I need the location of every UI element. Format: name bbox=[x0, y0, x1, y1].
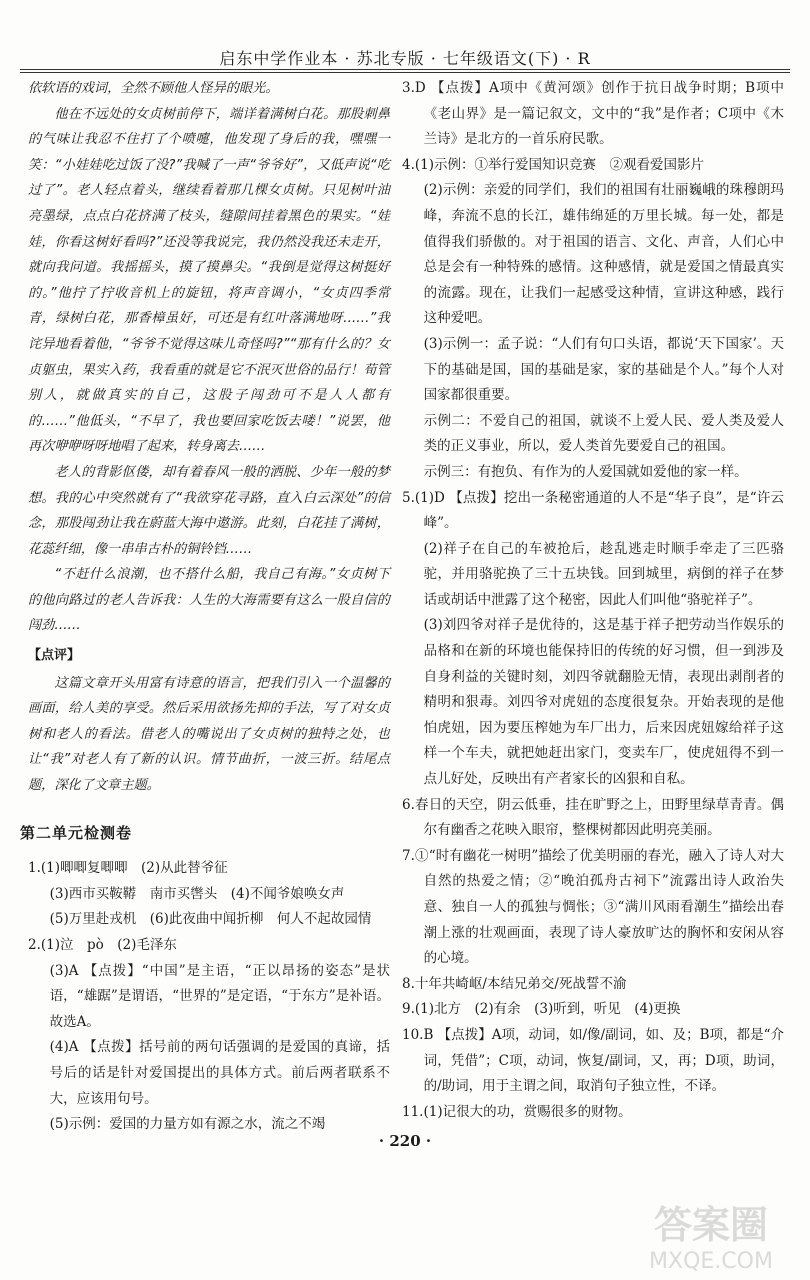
answer-item: 7.①“时有幽花一树明”描绘了优美明丽的春光，融入了诗人对大自然的热爱之情；②“晚泊孤舟古祠下”流露出诗人政治失意、独自一人的孤独与惆怅；③“满川风雨看潮生”描绘出春潮上涨的壮观画面，表现了诗人豪放旷达的胸怀和安闲从容的心境。 bbox=[402, 847, 784, 967]
answer-item: 2.(1)泣 pò (2)毛泽东 bbox=[28, 937, 177, 953]
watermark-line1: 答案圈 bbox=[653, 1203, 769, 1247]
answer-item: (4)A 【点拨】括号前的两句话强调的是爱国的真谛，括号后的话是针对爱国提出的具体方式。前后两者联系不大，应该用句号。 bbox=[49, 1039, 390, 1107]
answer-item: (5)万里赴戎机 (6)此夜曲中闻折柳 何人不起故园情 bbox=[49, 911, 372, 928]
comment-text: 这篇文章开头用富有诗意的语言，把我们引入一个温馨的画面，给人美的享受。然后采用欲扬先抑的手法，写了对女贞树和老人的看法。借老人的嘴说出了女贞树的独特之处，也让“我”对老人有了新的认识。情节曲折，一波三折。结尾点题，深化了文章主题。 bbox=[28, 675, 390, 794]
right-column bbox=[402, 76, 784, 1125]
answer-item: 1.(1)唧唧复唧唧 (2)从此替爷征 bbox=[28, 860, 228, 877]
answer-item: 示例二：不爱自己的祖国，就谈不上爱人民、爱人类及爱人类的正义事业，所以，爱人类首先要爱自己的祖国。 bbox=[423, 412, 784, 455]
left-column bbox=[20, 76, 390, 1138]
answer-item: 示例三：有抱负、有作为的人爱国就如爱他的家一样。 bbox=[423, 463, 748, 480]
answer-item: 3.D 【点拨】A项中《黄河颂》创作于抗日战争时期；B项中《老山界》是一篇记叙文，文中的“我”是作者；C项中《木兰诗》是北方的一首乐府民歌。 bbox=[402, 80, 784, 148]
page-number: · 220 · bbox=[378, 1132, 432, 1150]
story-paragraph: “不赶什么浪潮，也不搭什么船，我自己有海。”女贞树下的他向路过的老人告诉我：人生的大海需要有这么一股自信的闯劲…… bbox=[28, 567, 390, 634]
answer-item: 5.(1)D 【点拨】挖出一条秘密通道的人不是“华子良”，是“许云峰”。 bbox=[402, 489, 784, 532]
answer-item: (3)西市买鞍鞯 南市买辔头 (4)不闻爷娘唤女声 bbox=[49, 885, 345, 902]
answer-item: (2)示例：亲爱的同学们，我们的祖国有壮丽巍峨的珠穆朗玛峰，奔流不息的长江，雄伟绵延的万里长城。每一处，都是值得我们骄傲的。对于祖国的语言、文化、声音，人们心中总是会有一种特殊的感情。这种感情，就是爱国之情最真实的流露。现在，让我们一起感受这种情，宣讲这种感，践行这种爱吧。 bbox=[423, 182, 784, 327]
answer-item: 10.B 【点拨】A项，动词，如/像/副词，如、及；B项，都是“介词，凭借”；C项，动词，恢复/副词，又，再；D项，助词，的/助词，用于主谓之间，取消句子独立性，不译。 bbox=[402, 1026, 784, 1095]
answer-item: 9.(1)北方 (2)有余 (3)听到，听见 (4)更换 bbox=[402, 1001, 681, 1018]
watermark-line2: MXQE.COM bbox=[649, 1249, 773, 1274]
running-header bbox=[20, 32, 790, 73]
answer-item: (2)祥子在自己的车被抢后，趁乱逃走时顺手牵走了三匹骆驼，并用骆驼换了三十五块钱。回到城里，病倒的祥子在梦话或胡话中泄露了这个秘密，因此人们叫他“骆驼祥子”。 bbox=[423, 540, 784, 608]
answer-item: 11.(1)记很大的功，赏赐很多的财物。 bbox=[402, 1103, 632, 1120]
answer-item: 8.十年共崎岖/本结兄弟交/死战誓不渝 bbox=[402, 975, 627, 992]
story-paragraph: 依软语的戏词，全然不顾他人怪异的眼光。 bbox=[28, 81, 279, 96]
watermark-logo bbox=[626, 1196, 796, 1276]
answer-item: (3)A 【点拨】“中国”是主语，“正以昂扬的姿态”是状语，“雄踞”是谓语，“世界的”是定语，“于东方”是补语。故选A。 bbox=[49, 962, 390, 1030]
story-paragraph: 老人的背影伛偻，却有着春风一般的洒脱、少年一般的梦想。我的心中突然就有了“我欲穿花寻路，直入白云深处”的信念，那股闯劲让我在蔚蓝大海中遨游。此刻，白花挂了满树，花蕊纤细，像一串串古朴的铜铃铛…… bbox=[28, 464, 390, 557]
answer-item: (3)刘四爷对祥子是优待的，这是基于祥子把劳动当作娱乐的品格和在新的环境也能保持旧的传统的好习惯，但一到涉及自身利益的关键时刻，刘四爷就翻脸无情，表现出剥削者的精明和狠毒。刘四爷对虎妞的态度很复杂。开始表现的是他怕虎妞，因为要压榨她为车厂出力，后来因虎妞嫁给祥子这样一个车夫，就把她赶出家门，变卖车厂，使虎妞得不到一点儿好处，反映出有产者家长的凶狠和自私。 bbox=[423, 617, 784, 788]
answer-list-right bbox=[402, 76, 784, 1125]
story-paragraph: 他在不远处的女贞树前停下，端详着满树白花。那股刺鼻的气味让我忍不住打了个喷嚏，他发现了身后的我，嘿嘿一笑：“小娃娃吃过饭了没?”我喊了一声“爷爷好”，又低声说“吃过了”。老人轻点着头，继续看着那几棵女贞树。只见树叶油亮墨绿，点点白花挤满了枝头，缝隙间挂着黑色的果实。“娃娃，你看这树好看吗?”还没等我说完，我仍然没我还未走开，就向我问道。我摇摇头，摸了摸鼻尖。“我倒是觉得这树挺好的。”他拧了拧收音机上的旋钮，将声音调小，“女贞四季常青，绿树白花，那香樟虽好，可还是有红叶落满地呀……”我诧异地看着他，“爷爷不觉得这味儿奇怪吗?”“那有什么的？女贞躯虫，果实入药，我看重的就是它不泯灭世俗的品行！荀管别人，就做真实的自己，这股子闯劲可不是人人都有的……”他低头，“不早了，我也要回家吃饭去喽！”说罢，他再次咿咿呀呀地唱了起来，转身离去…… bbox=[28, 106, 390, 455]
comment-heading: 【点评】 bbox=[28, 648, 81, 664]
answer-item: (3)示例一：孟子说：“人们有句口头语，都说‘天下国家’。天下的基础是国，国的基础是家，家的基础是个人。”每个人对国家都很重要。 bbox=[423, 335, 784, 404]
header-title: 启东中学作业本 · 苏北专版 · 七年级语文(下) · R bbox=[219, 49, 591, 68]
answer-item: 4.(1)示例：①举行爱国知识竞赛 ②观看爱国影片 bbox=[402, 156, 705, 173]
section-title: 第二单元检测卷 bbox=[20, 823, 133, 842]
answer-item: 6.春日的天空，阴云低垂，挂在旷野之上，田野里绿草青青。偶尔有幽香之花映入眼帘，整棵树都因此明亮美丽。 bbox=[402, 796, 784, 839]
answer-list-left bbox=[28, 856, 390, 1138]
answer-item: (5)示例：爱国的力量方如有源之水，流之不竭 bbox=[49, 1116, 326, 1133]
